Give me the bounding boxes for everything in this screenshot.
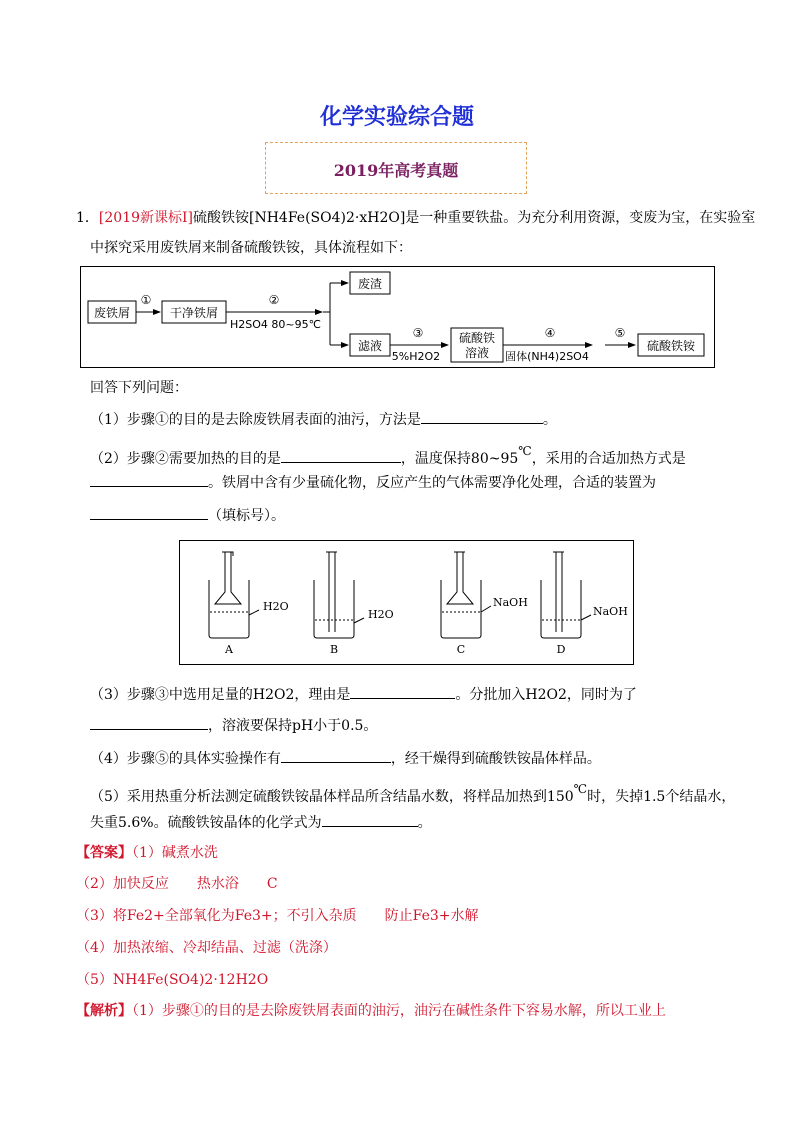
sub-question-5: [90, 779, 735, 807]
sub-question-1: [90, 409, 557, 430]
sub-question-2-text-c: ，采用的合适加热方式是: [531, 451, 686, 467]
sub-question-5-text-c: 失重5.6%。硫酸铁铵晶体的化学式为: [90, 815, 322, 831]
sub-question-5-text-a: （5）采用热重分析法测定硫酸铁铵晶体样品所含结晶水数，将样品加热到150: [90, 789, 574, 805]
analysis-tag: 【解析】: [76, 1003, 132, 1019]
answer-blank-1[interactable]: [421, 409, 543, 424]
flow-node-residue-label: 废渣: [357, 277, 383, 291]
sub-question-3-text-a: （3）步骤③中选用足量的H2O2，理由是: [90, 687, 351, 703]
flow-node-clean-label: 干净铁屑: [169, 306, 219, 320]
flow-step-3: ③: [412, 326, 424, 340]
sub-question-5-line2: [90, 812, 432, 833]
flow-node-ferric-sulfate-line1: 硫酸铁: [458, 331, 496, 345]
flow-step-5: ⑤: [614, 326, 626, 340]
sub-question-4: [90, 748, 601, 769]
sub-question-5-text-b: 时，失掉1.5个结晶水，: [587, 789, 736, 805]
answer-blank-2c[interactable]: [90, 505, 208, 520]
answer-prompt: 回答下列问题：: [90, 380, 188, 396]
answer-2: （2）加快反应 热水浴 C: [76, 876, 278, 892]
flow-node-ferric-sulfate-line2: 溶液: [464, 346, 490, 360]
sub-question-4-text-b: ，经干燥得到硫酸铁铵晶体样品。: [390, 751, 601, 767]
apparatus-c: [441, 552, 528, 656]
question-source: [2019新课标Ⅰ]: [98, 210, 194, 226]
answer-blank-3b[interactable]: [90, 715, 208, 730]
celsius-sign: ℃: [518, 444, 532, 458]
sub-question-1-text: （1）步骤①的目的是去除废铁屑表面的油污，方法是: [90, 412, 421, 428]
sub-question-2-text-b: ，温度保持80~95: [400, 451, 519, 467]
apparatus-c-liquid: NaOH: [493, 596, 528, 609]
question-number: 1．: [76, 210, 99, 226]
process-flowchart: [80, 266, 715, 368]
flow-node-filtrate-label: 滤液: [357, 339, 383, 353]
answer-4: （4）加热浓缩、冷却结晶、过滤（洗涤）: [76, 940, 337, 956]
question-intro-1: [76, 208, 755, 228]
section-subtitle: 2019年高考真题: [333, 161, 459, 180]
gas-absorption-apparatus: [179, 540, 634, 665]
flow-step-2: ②: [268, 293, 280, 307]
flow-step-4: ④: [544, 326, 556, 340]
sub-question-2-text-e: （填标号）。: [208, 508, 285, 524]
apparatus-b: [314, 552, 394, 656]
apparatus-d: [541, 552, 628, 656]
analysis-line: [76, 1001, 666, 1021]
answer-tag: 【答案】: [76, 845, 132, 861]
flow-node-product-label: 硫酸铁铵: [646, 339, 696, 353]
answer-blank-5[interactable]: [322, 812, 418, 827]
apparatus-d-liquid: NaOH: [593, 605, 628, 618]
period: 。: [542, 412, 557, 428]
answer-blank-4[interactable]: [281, 748, 391, 763]
sub-question-3-line2: [90, 715, 377, 736]
period: 。: [417, 815, 432, 831]
sub-question-2-text-a: （2）步骤②需要加热的目的是: [90, 451, 281, 467]
sub-question-2-text-d: 。铁屑中含有少量硫化物，反应产生的气体需要净化处理，合适的装置为: [208, 475, 656, 491]
apparatus-b-label: B: [329, 643, 339, 656]
flow-cond-2: H2SO4 80~95℃: [230, 318, 321, 331]
sub-question-4-text-a: （4）步骤⑤的具体实验操作有: [90, 751, 281, 767]
flow-cond-3: 5%H2O2: [391, 350, 441, 363]
answer-5: （5）NH4Fe(SO4)2·12H2O: [76, 972, 269, 988]
question-intro-2: 中探究采用废铁屑来制备硫酸铁铵，具体流程如下：: [90, 240, 412, 256]
flow-node-scrap-label: 废铁屑: [93, 306, 131, 320]
analysis-text: （1）步骤①的目的是去除废铁屑表面的油污，油污在碱性条件下容易水解，所以工业上: [132, 1003, 666, 1019]
answer-blank-3a[interactable]: [350, 684, 455, 699]
page-title: 化学实验综合题: [319, 105, 474, 130]
flow-cond-4: 固体(NH4)2SO4: [505, 350, 589, 363]
sub-question-2: [90, 441, 686, 469]
question-intro-text: 硫酸铁铵[NH4Fe(SO4)2·xH2O]是一种重要铁盐。为充分利用资源，变废为宝，在实验室: [193, 210, 756, 226]
sub-question-3-text-b: 。分批加入H2O2，同时为了: [455, 687, 637, 703]
sub-question-2-line2: [90, 472, 656, 493]
apparatus-a-label: A: [225, 643, 233, 656]
flow-step-1: ①: [140, 293, 152, 307]
answer-blank-2a[interactable]: [281, 448, 401, 463]
sub-question-3-text-c: ，溶液要保持pH小于0.5。: [208, 718, 378, 734]
answer-blank-2b[interactable]: [90, 472, 208, 487]
sub-question-2-line3: [90, 505, 285, 526]
answer-3: （3）将Fe2+全部氧化为Fe3+；不引入杂质 防止Fe3+水解: [76, 908, 479, 924]
apparatus-a-liquid: H2O: [263, 600, 289, 613]
celsius-sign: ℃: [573, 782, 588, 796]
answer-1: （1）碱煮水洗: [132, 845, 218, 861]
apparatus-c-label: C: [456, 643, 466, 656]
apparatus-a: [209, 552, 289, 656]
apparatus-d-label: D: [556, 643, 566, 656]
answer-line-1: [76, 843, 218, 863]
sub-question-3: [90, 684, 637, 705]
apparatus-b-liquid: H2O: [368, 608, 394, 621]
